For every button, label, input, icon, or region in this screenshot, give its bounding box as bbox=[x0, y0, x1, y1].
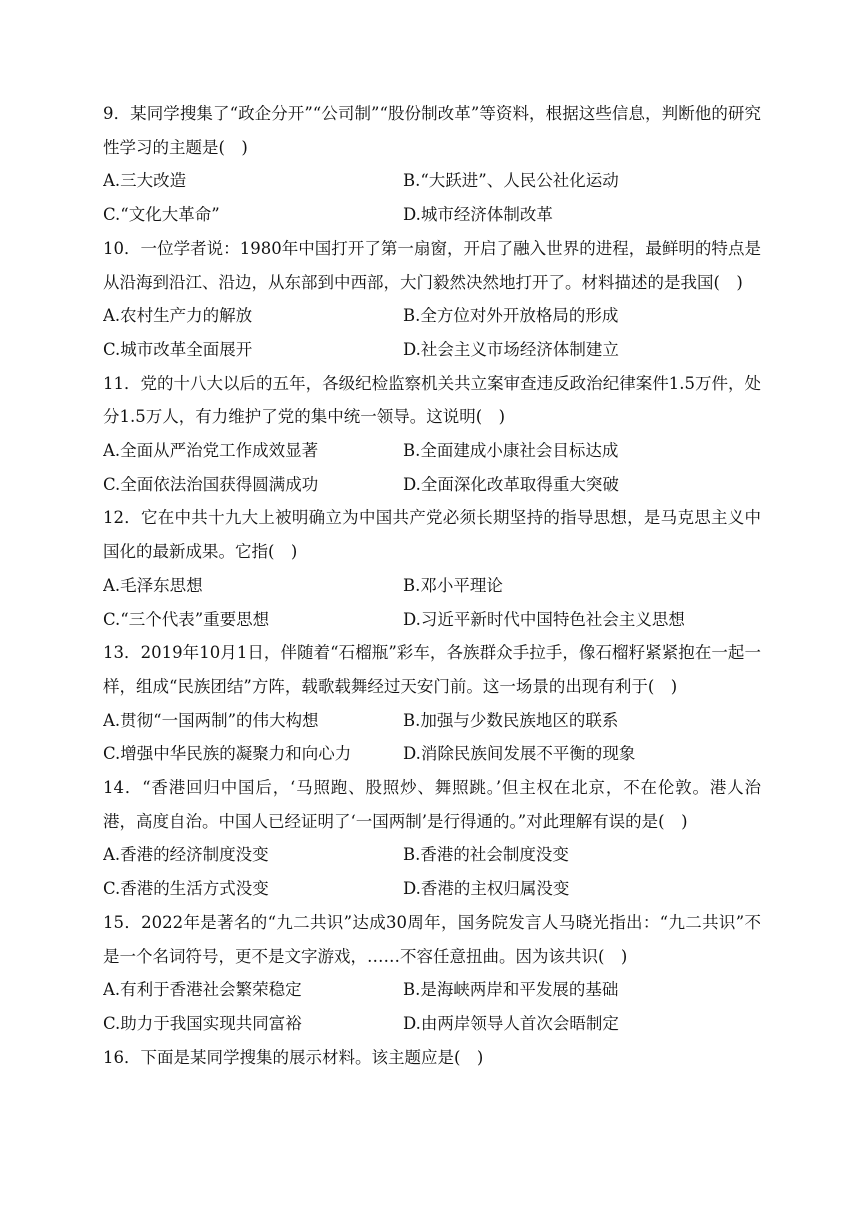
answer-option: D.香港的主权归属没变 bbox=[403, 879, 570, 899]
answer-option: D.习近平新时代中国特色社会主义思想 bbox=[403, 609, 685, 629]
answer-option: B.全面建成小康社会目标达成 bbox=[403, 441, 619, 461]
answer-option: D.由两岸领导人首次会晤制定 bbox=[403, 1013, 619, 1033]
answer-option: B.邓小平理论 bbox=[403, 575, 503, 595]
question-block bbox=[103, 1041, 761, 1075]
answer-option: C.城市改革全面展开 bbox=[103, 339, 253, 359]
question-block bbox=[103, 367, 761, 502]
exam-page bbox=[103, 97, 761, 1074]
answer-option: A.香港的经济制度没变 bbox=[103, 845, 269, 865]
answer-options bbox=[103, 434, 761, 501]
answer-option: C.增强中华民族的凝聚力和向心力 bbox=[103, 744, 352, 764]
answer-option: B.加强与少数民族地区的联系 bbox=[403, 710, 619, 730]
answer-option: A.三大改造 bbox=[103, 171, 187, 191]
answer-option: C.全面依法治国获得圆满成功 bbox=[103, 474, 319, 494]
question-stem: 11．党的十八大以后的五年，各级纪检监察机关共立案审查违反政治纪律案件1.5万件，处分1.5万人，有力维护了党的集中统一领导。这说明( ) bbox=[103, 373, 761, 427]
answer-option: C.“三个代表”重要思想 bbox=[103, 609, 270, 629]
question-block bbox=[103, 906, 761, 1041]
answer-option: C.香港的生活方式没变 bbox=[103, 879, 269, 899]
question-stem: 10．一位学者说：1980年中国打开了第一扇窗，开启了融入世界的进程，最鲜明的特点是从沿海到沿江、沿边，从东部到中西部，大门毅然决然地打开了。材料描述的是我国( ) bbox=[103, 238, 761, 292]
answer-option: B.“大跃进”、人民公社化运动 bbox=[403, 171, 619, 191]
question-block bbox=[103, 771, 761, 906]
question-block bbox=[103, 97, 761, 232]
answer-option: A.有利于香港社会繁荣稳定 bbox=[103, 980, 302, 1000]
answer-option: B.香港的社会制度没变 bbox=[403, 845, 569, 865]
answer-option: A.全面从严治党工作成效显著 bbox=[103, 441, 319, 461]
answer-option: D.社会主义市场经济体制建立 bbox=[403, 339, 619, 359]
question-stem: 16．下面是某同学搜集的展示材料。该主题应是( ) bbox=[103, 1047, 484, 1067]
answer-options bbox=[103, 299, 761, 366]
answer-option: A.毛泽东思想 bbox=[103, 575, 203, 595]
question-stem: 9．某同学搜集了“政企分开”“公司制”“股份制改革”等资料，根据这些信息，判断他的研究性学习的主题是( ) bbox=[103, 104, 761, 157]
question-stem: 13．2019年10月1日，伴随着“石榴瓶”彩车，各族群众手拉手，像石榴籽紧紧抱在一起一样，组成“民族团结”方阵，载歌载舞经过天安门前。这一场景的出现有利于( ) bbox=[103, 643, 761, 696]
answer-option: A.贯彻“一国两制”的伟大构想 bbox=[103, 710, 319, 730]
answer-option: B.是海峡两岸和平发展的基础 bbox=[403, 980, 619, 1000]
answer-options bbox=[103, 164, 761, 231]
answer-options bbox=[103, 704, 761, 771]
question-block bbox=[103, 232, 761, 367]
question-stem: 12．它在中共十九大上被明确立为中国共产党必须长期坚持的指导思想，是马克思主义中国化的最新成果。它指( ) bbox=[103, 508, 761, 562]
answer-option: D.全面深化改革取得重大突破 bbox=[403, 474, 619, 494]
answer-option: A.农村生产力的解放 bbox=[103, 306, 253, 326]
answer-options bbox=[103, 973, 761, 1040]
answer-option: D.城市经济体制改革 bbox=[403, 205, 553, 225]
question-block bbox=[103, 636, 761, 771]
answer-option: C.助力于我国实现共同富裕 bbox=[103, 1013, 302, 1033]
answer-options bbox=[103, 569, 761, 636]
answer-option: B.全方位对外开放格局的形成 bbox=[403, 306, 619, 326]
answer-option: C.“文化大革命” bbox=[103, 205, 220, 225]
question-block bbox=[103, 501, 761, 636]
question-stem: 15．2022年是著名的“九二共识”达成30周年，国务院发言人马晓光指出：“九二共识”不是一个名词符号，更不是文字游戏，……不容任意扭曲。因为该共识( ) bbox=[103, 912, 761, 966]
answer-options bbox=[103, 838, 761, 905]
question-stem: 14．“香港回归中国后，‘马照跑、股照炒、舞照跳。’但主权在北京，不在伦敦。港人治港，高度自治。中国人已经证明了‘一国两制’是行得通的。”对此理解有误的是( ) bbox=[103, 778, 761, 831]
answer-option: D.消除民族间发展不平衡的现象 bbox=[403, 744, 636, 764]
